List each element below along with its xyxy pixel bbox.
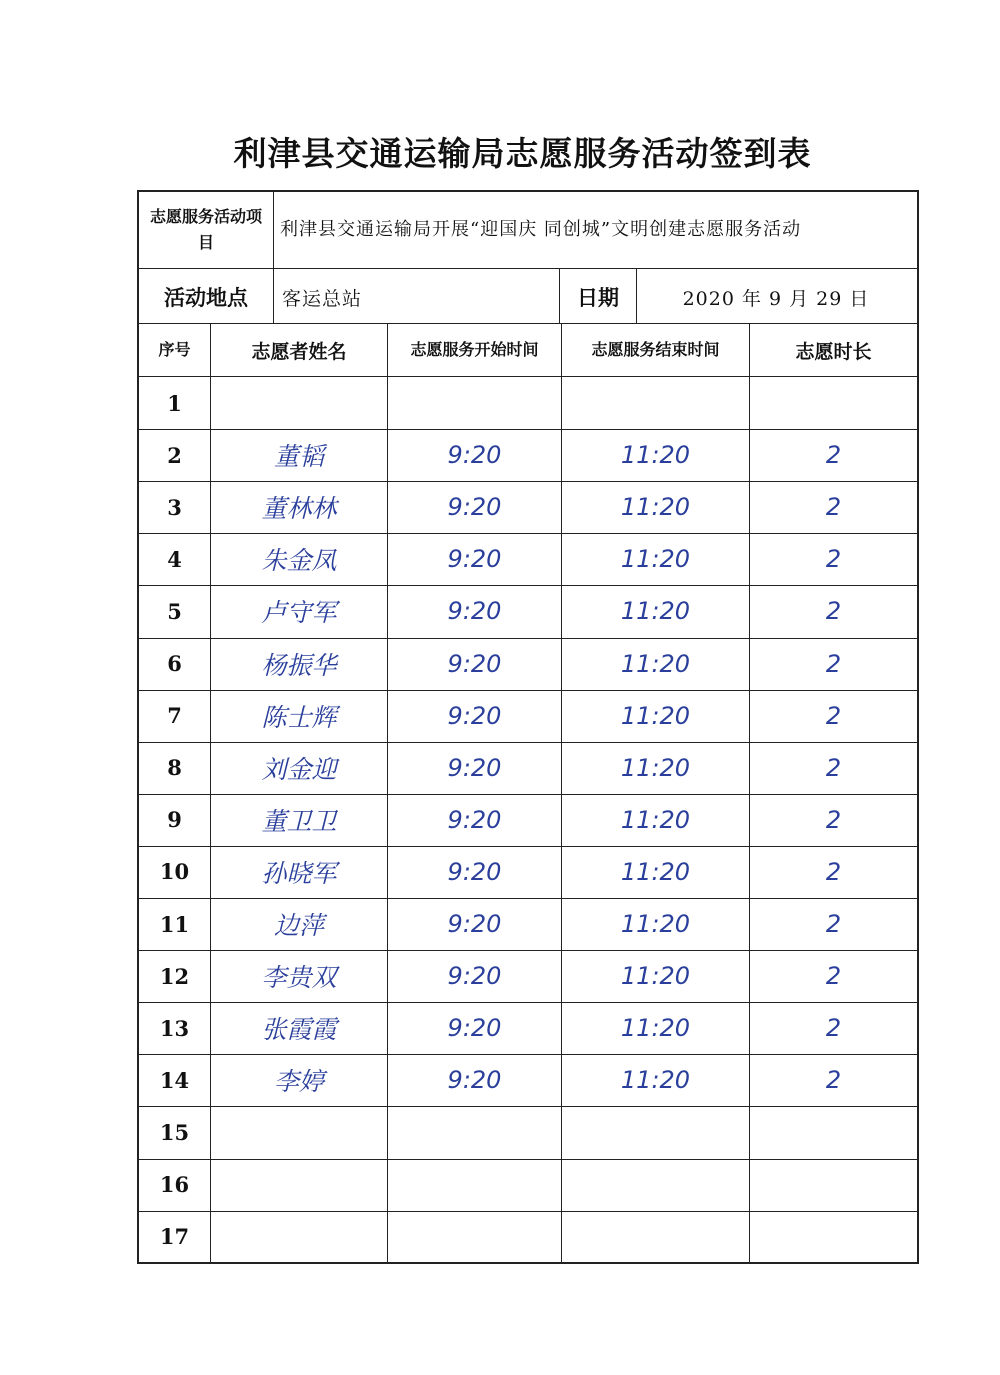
duration: 2 bbox=[825, 441, 842, 470]
row-number: 13 bbox=[159, 1015, 190, 1041]
duration: 2 bbox=[825, 649, 842, 678]
header-no: 序号 bbox=[158, 340, 191, 359]
volunteer-name-signature: 张霞霞 bbox=[261, 1015, 337, 1045]
table-border-right bbox=[917, 190, 919, 325]
volunteer-name-signature: 董卫卫 bbox=[261, 806, 337, 836]
duration: 2 bbox=[825, 857, 842, 886]
start-time: 9:20 bbox=[447, 493, 502, 522]
start-time: 9:20 bbox=[447, 441, 502, 470]
row-number: 2 bbox=[167, 442, 182, 468]
row-number: 7 bbox=[167, 703, 182, 729]
end-time: 11:20 bbox=[620, 701, 691, 730]
row-number: 5 bbox=[167, 598, 182, 624]
end-time: 11:20 bbox=[620, 1014, 691, 1043]
volunteer-name-signature: 卢守军 bbox=[261, 598, 337, 628]
end-time: 11:20 bbox=[620, 805, 691, 834]
end-time bbox=[562, 1211, 749, 1263]
row-number: 15 bbox=[159, 1119, 190, 1145]
header-end: 志愿服务结束时间 bbox=[591, 340, 720, 359]
end-time: 11:20 bbox=[620, 649, 691, 678]
end-time: 11:20 bbox=[620, 910, 691, 939]
start-time: 9:20 bbox=[447, 962, 502, 991]
row-number: 1 bbox=[167, 390, 182, 416]
duration: 2 bbox=[825, 597, 842, 626]
header-name: 志愿者姓名 bbox=[251, 340, 347, 363]
duration: 2 bbox=[825, 1014, 842, 1043]
volunteer-name-signature: 李贵双 bbox=[261, 963, 337, 993]
col-divider bbox=[636, 268, 637, 324]
volunteer-name-signature: 陈士辉 bbox=[261, 702, 337, 732]
duration bbox=[750, 1159, 917, 1211]
volunteer-name-signature bbox=[211, 377, 387, 429]
end-time: 11:20 bbox=[620, 857, 691, 886]
duration: 2 bbox=[825, 910, 842, 939]
duration: 2 bbox=[825, 545, 842, 574]
duration: 2 bbox=[825, 753, 842, 782]
row-divider bbox=[137, 268, 919, 269]
end-time bbox=[562, 377, 749, 429]
duration: 2 bbox=[825, 1066, 842, 1095]
row-number: 6 bbox=[167, 651, 182, 677]
duration bbox=[750, 1106, 917, 1158]
start-time: 9:20 bbox=[447, 545, 502, 574]
project-value: 利津县交通运输局开展“迎国庆 同创城”文明创建志愿服务活动 bbox=[280, 219, 802, 240]
start-time: 9:20 bbox=[447, 649, 502, 678]
duration bbox=[750, 1211, 917, 1263]
end-time: 11:20 bbox=[620, 1066, 691, 1095]
row-number: 4 bbox=[167, 546, 182, 572]
duration bbox=[750, 377, 917, 429]
volunteer-name-signature bbox=[211, 1106, 387, 1158]
end-time bbox=[562, 1106, 749, 1158]
start-time bbox=[388, 377, 561, 429]
volunteer-name-signature: 刘金迎 bbox=[261, 754, 337, 784]
row-number: 16 bbox=[159, 1172, 190, 1198]
col-divider bbox=[273, 190, 274, 324]
volunteer-name-signature: 董林林 bbox=[261, 494, 337, 524]
start-time: 9:20 bbox=[447, 1014, 502, 1043]
start-time: 9:20 bbox=[447, 805, 502, 834]
start-time: 9:20 bbox=[447, 910, 502, 939]
location-value: 客运总站 bbox=[282, 287, 363, 310]
header-hours: 志愿时长 bbox=[795, 340, 872, 363]
end-time: 11:20 bbox=[620, 493, 691, 522]
row-number: 3 bbox=[167, 494, 182, 520]
duration: 2 bbox=[825, 493, 842, 522]
start-time: 9:20 bbox=[447, 1066, 502, 1095]
volunteer-name-signature bbox=[211, 1211, 387, 1263]
duration: 2 bbox=[825, 805, 842, 834]
row-number: 12 bbox=[159, 963, 190, 989]
date-label: 日期 bbox=[577, 286, 619, 310]
row-number: 17 bbox=[159, 1224, 190, 1250]
start-time bbox=[388, 1159, 561, 1211]
volunteer-name-signature bbox=[211, 1159, 387, 1211]
end-time: 11:20 bbox=[620, 597, 691, 626]
row-number: 14 bbox=[159, 1067, 190, 1093]
row-number: 11 bbox=[159, 911, 190, 937]
duration: 2 bbox=[825, 701, 842, 730]
volunteer-name-signature: 董韬 bbox=[273, 442, 324, 472]
table-border-top bbox=[137, 190, 919, 192]
duration: 2 bbox=[825, 962, 842, 991]
start-time: 9:20 bbox=[447, 857, 502, 886]
end-time: 11:20 bbox=[620, 441, 691, 470]
volunteer-name-signature: 朱金凤 bbox=[261, 546, 337, 576]
start-time: 9:20 bbox=[447, 753, 502, 782]
header-start: 志愿服务开始时间 bbox=[410, 340, 539, 359]
date-value: 2020 年 9 月 29 日 bbox=[682, 287, 870, 310]
row-number: 8 bbox=[167, 755, 182, 781]
end-time bbox=[562, 1159, 749, 1211]
volunteer-name-signature: 杨振华 bbox=[261, 650, 337, 680]
end-time: 11:20 bbox=[620, 545, 691, 574]
volunteer-name-signature: 孙晓军 bbox=[261, 858, 337, 888]
start-time bbox=[388, 1106, 561, 1158]
table-border-left bbox=[137, 190, 139, 325]
row-number: 10 bbox=[159, 859, 190, 885]
start-time: 9:20 bbox=[447, 597, 502, 626]
location-label: 活动地点 bbox=[164, 286, 248, 310]
project-label: 志愿服务活动项目 bbox=[149, 207, 262, 252]
page-title: 利津县交通运输局志愿服务活动签到表 bbox=[233, 134, 812, 173]
start-time bbox=[388, 1211, 561, 1263]
start-time: 9:20 bbox=[447, 701, 502, 730]
end-time: 11:20 bbox=[620, 753, 691, 782]
row-number: 9 bbox=[167, 807, 182, 833]
volunteer-name-signature: 李婷 bbox=[273, 1067, 324, 1097]
end-time: 11:20 bbox=[620, 962, 691, 991]
volunteer-name-signature: 边萍 bbox=[273, 911, 324, 941]
